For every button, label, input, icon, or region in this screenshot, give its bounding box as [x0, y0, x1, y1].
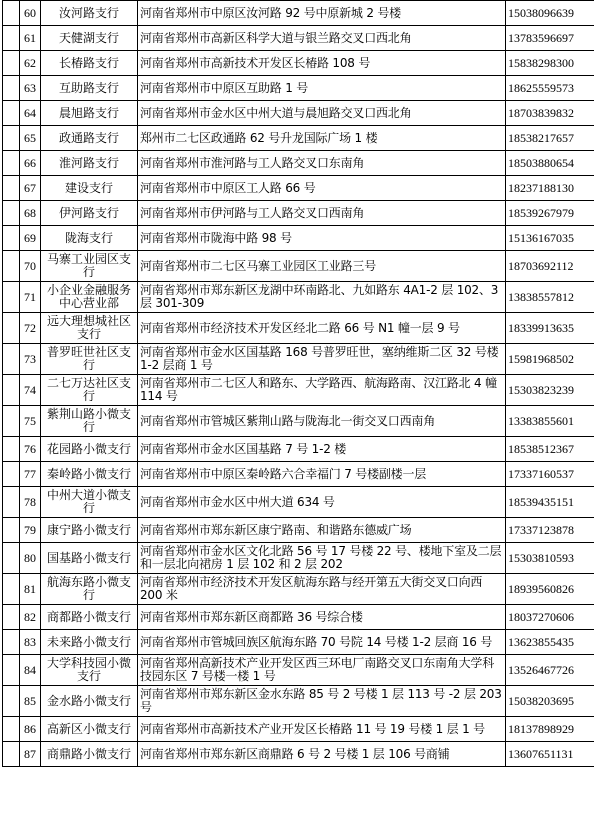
- row-number: 69: [20, 226, 41, 251]
- branch-phone: 15981968502: [506, 344, 594, 375]
- row-number: 73: [20, 344, 41, 375]
- table-row: [3, 437, 594, 462]
- row-gap-cell: [3, 543, 20, 574]
- branch-name: 建设支行: [41, 176, 138, 201]
- row-number: 63: [20, 76, 41, 101]
- table-row: [3, 51, 594, 76]
- row-gap-cell: [3, 686, 20, 717]
- table-row: [3, 574, 594, 605]
- row-number: 66: [20, 151, 41, 176]
- branch-name: 花园路小微支行: [41, 437, 138, 462]
- branch-phone: 13838557812: [506, 282, 594, 313]
- branch-phone: 15303810593: [506, 543, 594, 574]
- row-number: 77: [20, 462, 41, 487]
- table-row: [3, 1, 594, 26]
- branch-address: 河南省郑州市郑东新区商都路 36 号综合楼: [138, 605, 506, 630]
- branch-phone: 18137898929: [506, 717, 594, 742]
- row-number: 76: [20, 437, 41, 462]
- table-row: [3, 101, 594, 126]
- row-gap-cell: [3, 151, 20, 176]
- branch-name: 小企业金融服务中心营业部: [41, 282, 138, 313]
- row-gap-cell: [3, 462, 20, 487]
- branch-address: 河南省郑州市管城区紫荆山路与陇海北一街交叉口西南角: [138, 406, 506, 437]
- branch-address: 河南省郑州市中原区工人路 66 号: [138, 176, 506, 201]
- branch-address: 河南省郑州市高新技术产业开发区长椿路 11 号 19 号楼 1 层 1 号: [138, 717, 506, 742]
- table-row: [3, 176, 594, 201]
- row-number: 60: [20, 1, 41, 26]
- row-gap-cell: [3, 76, 20, 101]
- table-row: [3, 605, 594, 630]
- branch-name: 马寨工业园区支行: [41, 251, 138, 282]
- branch-name: 中州大道小微支行: [41, 487, 138, 518]
- row-number: 64: [20, 101, 41, 126]
- branch-phone: 18339913635: [506, 313, 594, 344]
- table-row: [3, 313, 594, 344]
- branch-name: 汝河路支行: [41, 1, 138, 26]
- branch-address: 河南省郑州市郑东新区金水东路 85 号 2 号楼 1 层 113 号 -2 层 203 号: [138, 686, 506, 717]
- branch-name: 商鼎路小微支行: [41, 742, 138, 767]
- branch-name: 康宁路小微支行: [41, 518, 138, 543]
- table-row: [3, 76, 594, 101]
- row-gap-cell: [3, 313, 20, 344]
- row-gap-cell: [3, 226, 20, 251]
- row-gap-cell: [3, 742, 20, 767]
- branch-address: 河南省郑州市经济技术开发区经北二路 66 号 N1 幢一层 9 号: [138, 313, 506, 344]
- row-number: 84: [20, 655, 41, 686]
- branch-phone: 18503880654: [506, 151, 594, 176]
- branch-address: 河南省郑州市郑东新区商鼎路 6 号 2 号楼 1 层 106 号商铺: [138, 742, 506, 767]
- row-number: 81: [20, 574, 41, 605]
- branch-address: 河南省郑州市二七区人和路东、大学路西、航海路南、汉江路北 4 幢 114 号: [138, 375, 506, 406]
- table-row: [3, 630, 594, 655]
- row-number: 70: [20, 251, 41, 282]
- branch-name: 二七万达社区支行: [41, 375, 138, 406]
- branch-address: 郑州市二七区政通路 62 号升龙国际广场 1 楼: [138, 126, 506, 151]
- row-number: 87: [20, 742, 41, 767]
- table-row: [3, 126, 594, 151]
- branch-address: 河南省郑州市金水区国基路 7 号 1-2 楼: [138, 437, 506, 462]
- table-row: [3, 151, 594, 176]
- branch-address: 河南省郑州市中原区互助路 1 号: [138, 76, 506, 101]
- row-number: 79: [20, 518, 41, 543]
- row-gap-cell: [3, 201, 20, 226]
- row-gap-cell: [3, 487, 20, 518]
- row-number: 67: [20, 176, 41, 201]
- table-row: [3, 686, 594, 717]
- branch-name: 商都路小微支行: [41, 605, 138, 630]
- branch-name: 淮河路支行: [41, 151, 138, 176]
- branch-address: 河南省郑州市金水区文化北路 56 号 17 号楼 22 号、楼地下室及二层和一层北向裙房 1 层 102 和 2 层 202: [138, 543, 506, 574]
- branch-address: 河南省郑州市高新区科学大道与银兰路交叉口西北角: [138, 26, 506, 51]
- table-row: [3, 201, 594, 226]
- table-row: [3, 26, 594, 51]
- table-row: [3, 518, 594, 543]
- branch-name: 远大理想城社区支行: [41, 313, 138, 344]
- branch-address: 河南省郑州市伊河路与工人路交叉口西南角: [138, 201, 506, 226]
- branch-phone: 13383855601: [506, 406, 594, 437]
- branch-address: 河南省郑州市中原区秦岭路六合幸福门 7 号楼副楼一层: [138, 462, 506, 487]
- row-gap-cell: [3, 282, 20, 313]
- row-number: 78: [20, 487, 41, 518]
- branch-address: 河南省郑州市金水区国基路 168 号普罗旺世，塞纳维斯二区 32 号楼 1-2 层商 1 号: [138, 344, 506, 375]
- row-gap-cell: [3, 251, 20, 282]
- row-gap-cell: [3, 375, 20, 406]
- row-number: 82: [20, 605, 41, 630]
- branch-phone: 18237188130: [506, 176, 594, 201]
- branch-address: 河南省郑州市金水区中州大道与晨旭路交叉口西北角: [138, 101, 506, 126]
- row-gap-cell: [3, 655, 20, 686]
- branch-address: 河南省郑州市郑东新区康宁路南、和谐路东德威广场: [138, 518, 506, 543]
- branch-phone: 18539435151: [506, 487, 594, 518]
- branch-address: 河南省郑州市郑东新区龙湖中环南路北、九如路东 4A1-2 层 102、3 层 301-309: [138, 282, 506, 313]
- branch-address: 河南省郑州市高新技术开发区长椿路 108 号: [138, 51, 506, 76]
- branch-phone: 15038203695: [506, 686, 594, 717]
- branch-phone: 15838298300: [506, 51, 594, 76]
- branch-phone: 13623855435: [506, 630, 594, 655]
- branch-table: [2, 0, 594, 767]
- table-row: [3, 375, 594, 406]
- branch-table-body: [3, 1, 594, 767]
- table-row: [3, 282, 594, 313]
- branch-address: 河南省郑州市二七区马寨工业园区工业路三号: [138, 251, 506, 282]
- row-number: 80: [20, 543, 41, 574]
- branch-name: 国基路小微支行: [41, 543, 138, 574]
- branch-name: 未来路小微支行: [41, 630, 138, 655]
- branch-phone: 17337123878: [506, 518, 594, 543]
- branch-address: 河南省郑州市金水区中州大道 634 号: [138, 487, 506, 518]
- branch-name: 政通路支行: [41, 126, 138, 151]
- branch-phone: 18625559573: [506, 76, 594, 101]
- branch-phone: 18703839832: [506, 101, 594, 126]
- branch-name: 天健湖支行: [41, 26, 138, 51]
- branch-phone: 18538512367: [506, 437, 594, 462]
- row-gap-cell: [3, 437, 20, 462]
- branch-name: 航海东路小微支行: [41, 574, 138, 605]
- branch-name: 互助路支行: [41, 76, 138, 101]
- branch-phone: 13783596697: [506, 26, 594, 51]
- branch-address: 河南省郑州市中原区汝河路 92 号中原新城 2 号楼: [138, 1, 506, 26]
- table-row: [3, 543, 594, 574]
- row-number: 62: [20, 51, 41, 76]
- branch-phone: 18538217657: [506, 126, 594, 151]
- branch-name: 伊河路支行: [41, 201, 138, 226]
- branch-address: 河南省郑州高新技术产业开发区西三环电厂南路交叉口东南角大学科技园东区 7 号楼一楼 1 号: [138, 655, 506, 686]
- row-number: 65: [20, 126, 41, 151]
- branch-address: 河南省郑州市管城回族区航海东路 70 号院 14 号楼 1-2 层商 16 号: [138, 630, 506, 655]
- branch-phone: 18939560826: [506, 574, 594, 605]
- branch-phone: 18703692112: [506, 251, 594, 282]
- branch-address: 河南省郑州市陇海中路 98 号: [138, 226, 506, 251]
- table-row: [3, 251, 594, 282]
- row-gap-cell: [3, 344, 20, 375]
- row-number: 71: [20, 282, 41, 313]
- row-gap-cell: [3, 630, 20, 655]
- row-number: 72: [20, 313, 41, 344]
- branch-address: 河南省郑州市经济技术开发区航海东路与经开第五大街交叉口向西 200 米: [138, 574, 506, 605]
- row-gap-cell: [3, 51, 20, 76]
- branch-phone: 15303823239: [506, 375, 594, 406]
- row-gap-cell: [3, 1, 20, 26]
- branch-name: 秦岭路小微支行: [41, 462, 138, 487]
- row-gap-cell: [3, 574, 20, 605]
- table-row: [3, 742, 594, 767]
- row-number: 83: [20, 630, 41, 655]
- branch-phone: 13526467726: [506, 655, 594, 686]
- table-row: [3, 226, 594, 251]
- row-gap-cell: [3, 176, 20, 201]
- row-gap-cell: [3, 406, 20, 437]
- table-row: [3, 344, 594, 375]
- table-row: [3, 717, 594, 742]
- row-gap-cell: [3, 126, 20, 151]
- branch-phone: 13607651131: [506, 742, 594, 767]
- row-number: 61: [20, 26, 41, 51]
- branch-phone: 15038096639: [506, 1, 594, 26]
- row-number: 85: [20, 686, 41, 717]
- branch-name: 普罗旺世社区支行: [41, 344, 138, 375]
- row-gap-cell: [3, 26, 20, 51]
- branch-phone: 18037270606: [506, 605, 594, 630]
- branch-name: 高新区小微支行: [41, 717, 138, 742]
- branch-name: 大学科技园小微支行: [41, 655, 138, 686]
- row-gap-cell: [3, 101, 20, 126]
- table-row: [3, 406, 594, 437]
- row-gap-cell: [3, 717, 20, 742]
- row-gap-cell: [3, 518, 20, 543]
- table-row: [3, 655, 594, 686]
- branch-address: 河南省郑州市淮河路与工人路交叉口东南角: [138, 151, 506, 176]
- branch-name: 紫荆山路小微支行: [41, 406, 138, 437]
- row-number: 75: [20, 406, 41, 437]
- row-number: 68: [20, 201, 41, 226]
- row-gap-cell: [3, 605, 20, 630]
- branch-phone: 15136167035: [506, 226, 594, 251]
- branch-phone: 18539267979: [506, 201, 594, 226]
- branch-name: 金水路小微支行: [41, 686, 138, 717]
- branch-name: 陇海支行: [41, 226, 138, 251]
- branch-name: 长椿路支行: [41, 51, 138, 76]
- table-row: [3, 487, 594, 518]
- branch-phone: 17337160537: [506, 462, 594, 487]
- row-number: 86: [20, 717, 41, 742]
- branch-name: 晨旭路支行: [41, 101, 138, 126]
- row-number: 74: [20, 375, 41, 406]
- table-row: [3, 462, 594, 487]
